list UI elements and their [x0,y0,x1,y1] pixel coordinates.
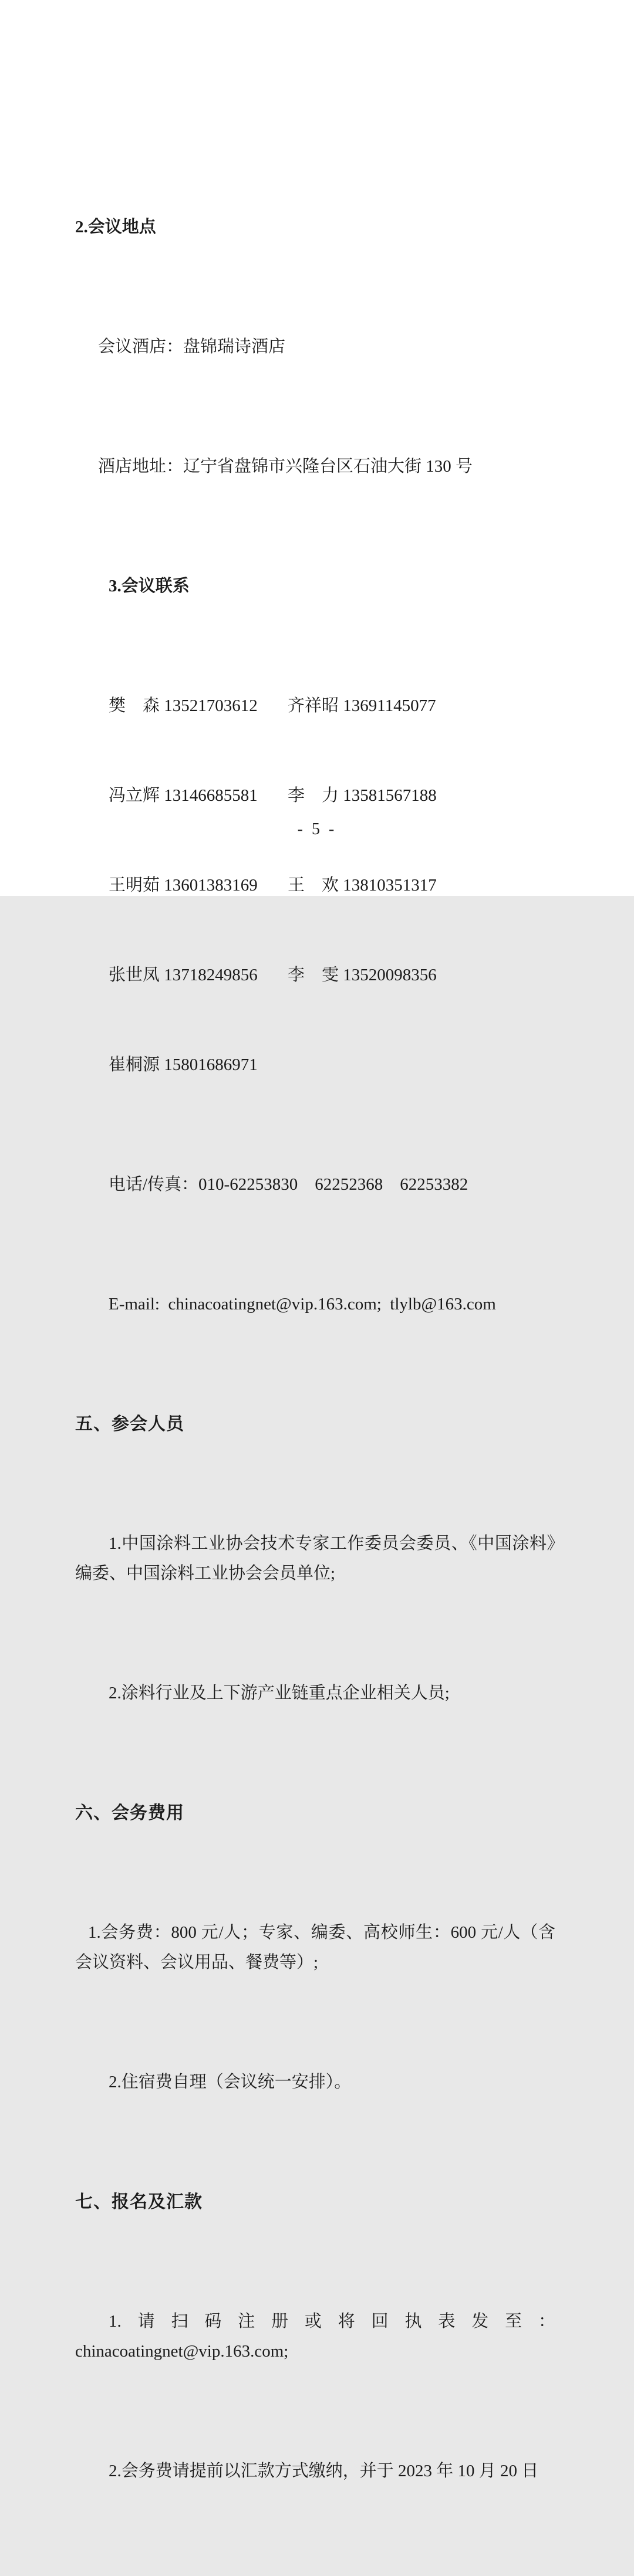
meeting-contacts-heading: 3.会议联系 [109,577,190,595]
contact-name-phone: 王明茹 13601383169 [109,876,258,895]
page-number: - 5 - [297,820,337,838]
contact-name-phone: 王 欢 13810351317 [288,876,437,895]
registration-item-1: 1.请扫码注册或将回执表发至：chinacoatingnet@vip.163.com; [75,2312,555,2361]
attendees-heading: 五、参会人员 [75,1414,184,1434]
fees-item-2: 2.住宿费自理（会议统一安排）。 [109,2073,352,2091]
contact-row [109,781,555,811]
attendees-item-2: 2.涂料行业及上下游产业链重点企业相关人员; [109,1684,450,1702]
contact-name-phone: 齐祥昭 13691145077 [288,696,436,715]
contact-row [109,1050,555,1080]
contact-name-phone: 樊 森 13521703612 [109,696,258,715]
document-content [75,123,555,2576]
fees-item-1: 1.会务费：800 元/人；专家、编委、高校师生：600 元/人（含会议资料、会议用品、餐费等）; [75,1923,555,1972]
contact-name-phone: 李 力 13581567188 [288,786,437,805]
meeting-hotel-line: 会议酒店：盘锦瑞诗酒店 [98,337,286,356]
contact-row [109,691,555,721]
meeting-address-line: 酒店地址：辽宁省盘锦市兴隆台区石油大街 130 号 [98,457,473,476]
registration-heading: 七、报名及汇款 [75,2192,203,2212]
attendees-item-1: 1.中国涂料工业协会技术专家工作委员会委员、《中国涂料》编委、中国涂料工业协会会员单位; [75,1534,555,1583]
meeting-location-heading: 2.会议地点 [75,218,156,236]
contact-name-phone [288,1050,555,1080]
email-line: E-mail: chinacoatingnet@vip.163.com; tlylb@163.com [109,1295,496,1314]
contact-name-phone: 冯立辉 13146685581 [109,786,258,805]
contact-name-phone: 张世凤 13718249856 [109,966,258,984]
phone-fax-line: 电话/传真：010-62253830 62252368 62253382 [109,1175,468,1194]
registration-item-2: 2.会务费请提前以汇款方式缴纳，并于 2023 年 10 月 20 日 [109,2462,539,2480]
contact-row [109,871,555,901]
contact-name-phone: 崔桐源 15801686971 [109,1055,258,1074]
contact-row [109,960,555,990]
fees-heading: 六、会务费用 [75,1803,184,1823]
contact-name-phone: 李 雯 13520098356 [288,966,437,984]
